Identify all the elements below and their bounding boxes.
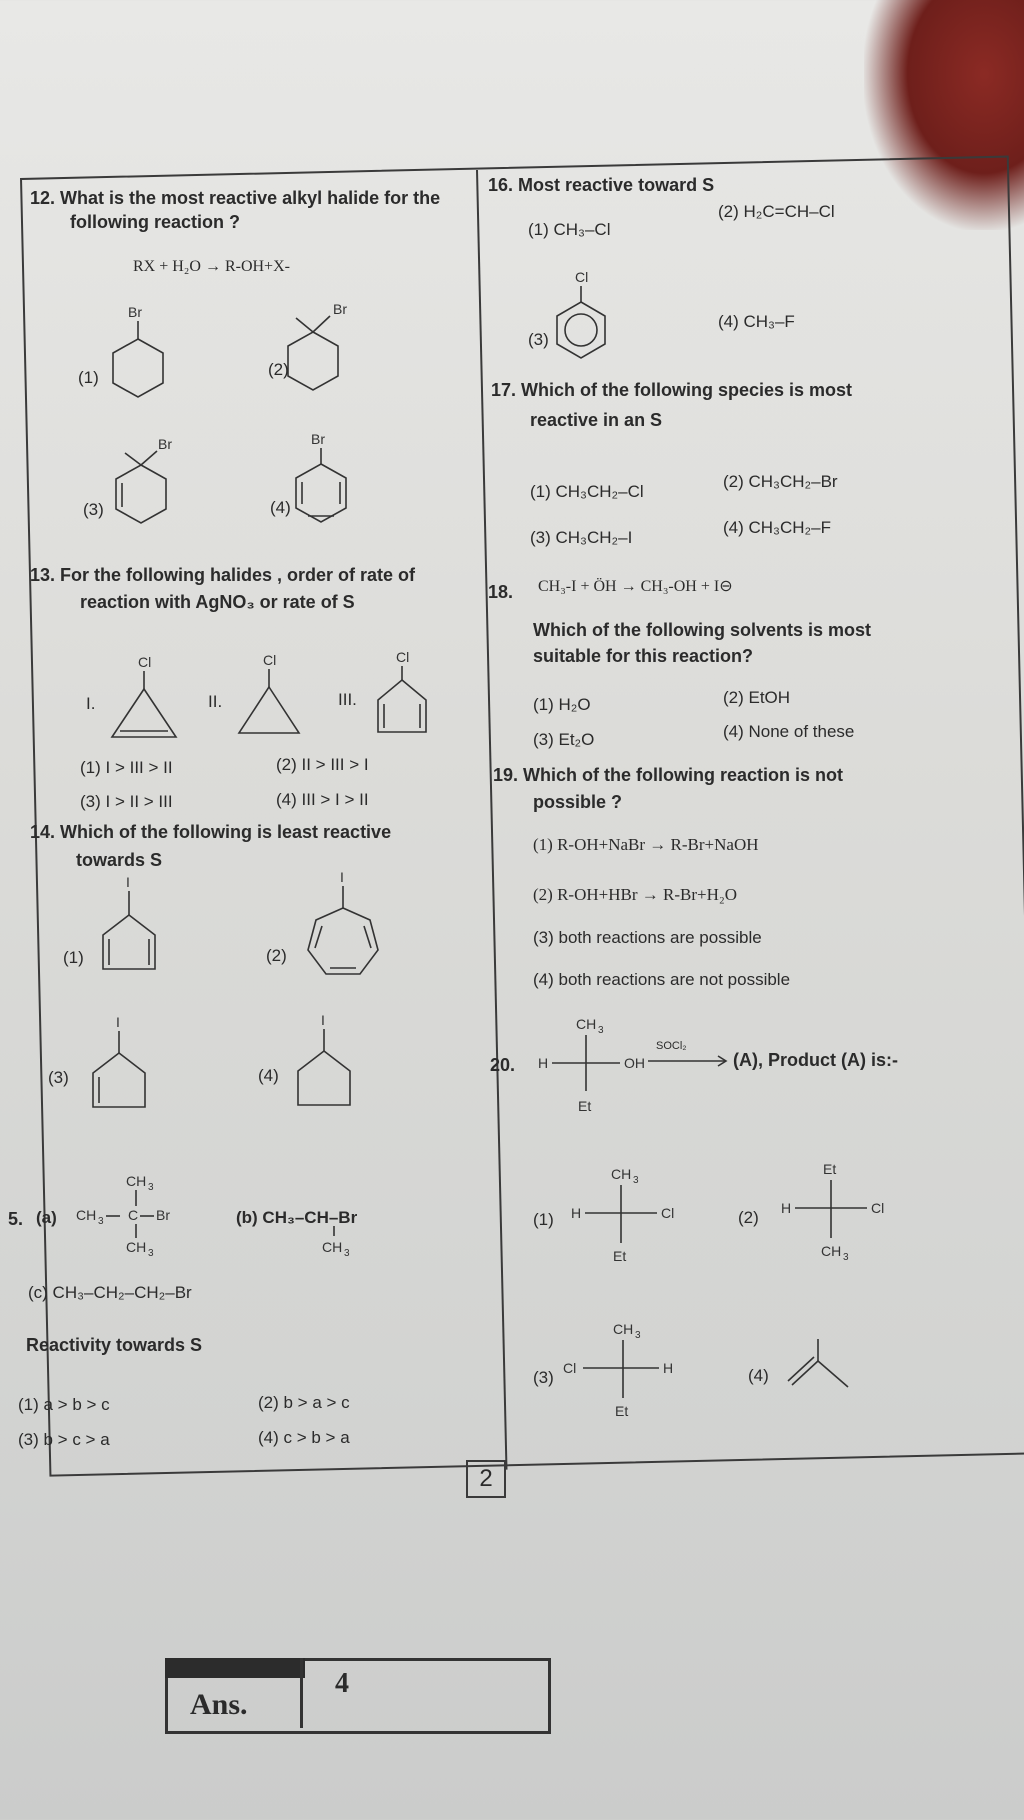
q14-iodocyclopentene-structure — [83, 1015, 163, 1125]
q16-chlorobenzene-structure — [553, 270, 623, 380]
q12-bromocyclohexene-structure — [113, 435, 203, 545]
q20-reaction-arrow — [648, 1053, 738, 1073]
svg-text:3: 3 — [635, 1330, 641, 1341]
svg-text:Br: Br — [333, 301, 347, 317]
svg-text:3: 3 — [98, 1216, 104, 1227]
q13-chlorocyclopropene-structure — [108, 655, 188, 745]
q12-option-3[interactable]: (3) — [83, 500, 104, 519]
q13-label-3: III. — [338, 690, 357, 709]
svg-text:CH: CH — [613, 1321, 634, 1337]
svg-text:Et: Et — [613, 1248, 627, 1264]
q16-title: 16. Most reactive toward S — [488, 175, 715, 195]
svg-text:H: H — [781, 1200, 792, 1216]
svg-text:3: 3 — [148, 1182, 154, 1193]
q18-option-1[interactable]: (1) H₂O — [533, 695, 591, 714]
q14-iodocyclopentane-structure — [288, 1013, 368, 1123]
q12-methylbromocyclohexane-structure — [288, 300, 378, 410]
q18-title: Which of the following solvents is most — [533, 620, 872, 640]
q13-label-2: II. — [208, 692, 223, 711]
q17-option-1[interactable]: (1) CH₃CH₂–Cl — [530, 482, 644, 501]
svg-text:Cl: Cl — [263, 652, 277, 668]
q20-option-3-structure — [563, 1320, 703, 1430]
q12-option-1[interactable]: (1) — [78, 368, 99, 387]
q12-bromocyclohexane-structure — [108, 305, 178, 415]
q14-option-1[interactable]: (1) — [63, 948, 84, 967]
svg-text:Et: Et — [578, 1098, 592, 1114]
question-sheet — [8, 110, 1013, 1530]
q20-option-2-structure — [773, 1160, 913, 1270]
q14-option-4[interactable]: (4) — [258, 1066, 279, 1085]
svg-text:3: 3 — [344, 1248, 350, 1259]
svg-text:OH: OH — [624, 1055, 645, 1071]
svg-text:CH: CH — [126, 1173, 147, 1189]
q12-bromobenzene-structure — [296, 432, 366, 542]
q15-label-a: (a) — [36, 1208, 57, 1227]
q15-tert-butyl-bromide-structure — [76, 1172, 196, 1262]
svg-text:3: 3 — [843, 1252, 849, 1263]
svg-text:CH: CH — [611, 1166, 632, 1182]
svg-text:CH: CH — [76, 1207, 97, 1223]
q15-option-3[interactable]: (3) b > c > a — [18, 1430, 110, 1449]
q20-reagent: SOCl₂ — [656, 1040, 687, 1052]
q12-option-2[interactable]: (2) — [268, 360, 289, 379]
q13-title-line2: reaction with AgNO₃ or rate of S — [80, 592, 355, 612]
q12-title: 12. What is the most reactive alkyl halide for the — [30, 188, 441, 208]
q19-option-2[interactable]: (2) R-OH+HBr → R-Br+H₂O — [533, 885, 738, 904]
svg-text:Cl: Cl — [563, 1360, 577, 1376]
q17-option-4[interactable]: (4) CH₃CH₂–F — [723, 518, 831, 537]
svg-text:I: I — [321, 1012, 325, 1028]
q20-option-3[interactable]: (3) — [533, 1368, 554, 1387]
q18-option-3[interactable]: (3) Et₂O — [533, 730, 595, 749]
q20-number: 20. — [490, 1055, 516, 1075]
svg-text:Cl: Cl — [138, 654, 152, 670]
q15-option-1[interactable]: (1) a > b > c — [18, 1395, 110, 1414]
q12-reaction: RX + H₂O → R-OH+X- — [133, 258, 290, 275]
svg-text:I: I — [116, 1014, 120, 1030]
svg-text:3: 3 — [148, 1248, 154, 1259]
q13-label-1: I. — [86, 694, 96, 713]
q14-iodocycloheptatriene-structure — [298, 870, 398, 990]
q20-option-1[interactable]: (1) — [533, 1210, 554, 1229]
svg-text:H: H — [538, 1055, 549, 1071]
q20-option-4-alkene-structure — [788, 1335, 868, 1405]
svg-text:3: 3 — [598, 1025, 604, 1036]
q14-title-line2: towards S — [76, 850, 163, 870]
svg-text:Cl: Cl — [575, 269, 589, 285]
q17-title: 17. Which of the following species is most — [491, 380, 853, 400]
q19-title: 19. Which of the following reaction is not — [493, 765, 844, 785]
svg-text:I: I — [126, 874, 130, 890]
svg-text:C: C — [128, 1207, 139, 1223]
q14-option-2[interactable]: (2) — [266, 946, 287, 965]
svg-text:Cl: Cl — [396, 649, 410, 665]
svg-text:Br: Br — [156, 1207, 170, 1223]
svg-text:CH: CH — [576, 1016, 597, 1032]
svg-text:CH: CH — [322, 1239, 343, 1255]
svg-text:CH: CH — [126, 1239, 147, 1255]
q15-isopropyl-methyl-branch — [318, 1222, 358, 1262]
q17-title-line2: reactive in an S — [530, 410, 663, 430]
q15-prompt: Reactivity towards S — [26, 1335, 203, 1355]
q19-title-line2: possible ? — [533, 792, 623, 812]
q13-chlorocyclopropane-structure — [233, 653, 313, 743]
svg-text:H: H — [663, 1360, 674, 1376]
q18-reaction: CH₃-I + ÖH → CH₃-OH + I⊖ — [538, 578, 733, 595]
q18-number: 18. — [488, 582, 514, 602]
q13-chlorocyclopentene-structure — [370, 650, 450, 745]
svg-text:Br: Br — [311, 431, 325, 447]
q18-option-2[interactable]: (2) EtOH — [723, 688, 791, 707]
q15-option-4[interactable]: (4) c > b > a — [258, 1428, 350, 1447]
q14-iodocyclopentadiene-structure — [93, 875, 173, 985]
q16-option-1[interactable]: (1) CH₃–Cl — [528, 220, 611, 239]
answer-box-separator — [300, 1658, 303, 1728]
q20-option-1-structure — [563, 1165, 703, 1275]
q20-option-4[interactable]: (4) — [748, 1366, 769, 1385]
q17-option-2[interactable]: (2) CH₃CH₂–Br — [723, 472, 838, 491]
q14-option-3[interactable]: (3) — [48, 1068, 69, 1087]
q20-product-prompt: (A), Product (A) is:- — [733, 1050, 898, 1070]
svg-text:Br: Br — [158, 436, 172, 452]
svg-text:Et: Et — [823, 1161, 837, 1177]
q16-option-3[interactable]: (3) — [528, 330, 549, 349]
q13-option-1[interactable]: (1) I > III > II — [80, 758, 173, 777]
answer-box-header — [165, 1658, 305, 1678]
q15-option-2[interactable]: (2) b > a > c — [258, 1393, 350, 1412]
q17-option-3[interactable]: (3) CH₃CH₂–I — [530, 528, 633, 547]
q19-option-4[interactable]: (4) both reactions are not possible — [533, 970, 791, 989]
svg-text:CH: CH — [821, 1243, 842, 1259]
svg-text:I: I — [340, 869, 344, 885]
q15-option-b: (b) CH₃–CH–Br — [236, 1208, 358, 1227]
svg-text:Et: Et — [615, 1403, 629, 1419]
svg-text:Cl: Cl — [871, 1200, 885, 1216]
answer-label: Ans. — [190, 1688, 248, 1721]
q14-title: 14. Which of the following is least reactive — [30, 822, 392, 842]
answer-value: 4 — [335, 1668, 349, 1699]
svg-text:Br: Br — [128, 304, 142, 320]
q18-option-4[interactable]: (4) None of these — [723, 722, 855, 741]
svg-text:3: 3 — [633, 1175, 639, 1186]
q16-option-4[interactable]: (4) CH₃–F — [718, 312, 795, 331]
q12-title-line2: following reaction ? — [70, 212, 240, 232]
svg-text:Cl: Cl — [661, 1205, 675, 1221]
q19-option-1[interactable]: (1) R-OH+NaBr → R-Br+NaOH — [533, 835, 759, 854]
q13-title: 13. For the following halides , order of rate of — [30, 565, 416, 585]
q18-title-line2: suitable for this reaction? — [533, 646, 754, 666]
q15-number: 5. — [8, 1209, 24, 1229]
q12-option-4[interactable]: (4) — [270, 498, 291, 517]
q13-option-2[interactable]: (2) II > III > I — [276, 755, 369, 774]
q16-option-2[interactable]: (2) H₂C=CH–Cl — [718, 202, 835, 221]
page-number: 2 — [466, 1460, 506, 1498]
q15-option-c: (c) CH₃–CH₂–CH₂–Br — [28, 1283, 192, 1302]
svg-text:H: H — [571, 1205, 582, 1221]
q19-option-3[interactable]: (3) both reactions are possible — [533, 928, 762, 947]
q13-option-4[interactable]: (4) III > I > II — [276, 790, 369, 809]
q13-option-3[interactable]: (3) I > II > III — [80, 792, 173, 811]
q20-option-2[interactable]: (2) — [738, 1208, 759, 1227]
